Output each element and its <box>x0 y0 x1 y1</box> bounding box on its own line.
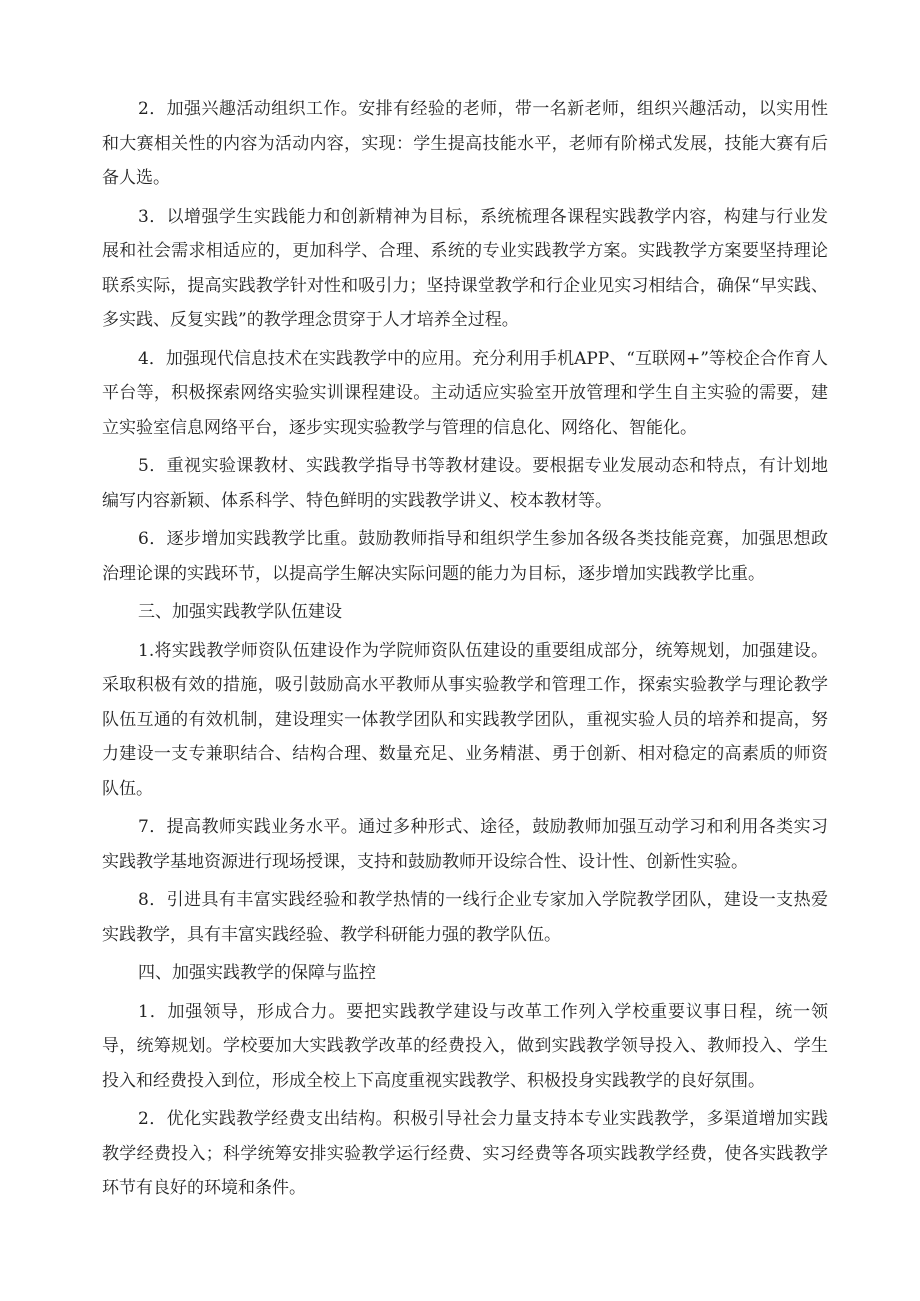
section-heading-guarantee-monitoring: 四、加强实践教学的保障与监控 <box>138 963 376 983</box>
paragraph-practice-plan: 3．以增强学生实践能力和创新精神为目标，系统梳理各课程实践教学内容，构建与行业发展和社会需求相适应的，更加科学、合理、系统的专业实践教学方案。实践教学方案要坚持理论联系实际，提高实践教学针对性和吸引力；坚持课堂教学和行企业见实习相结合，确保“早实践、多实践、反复实践”的教学理念贯穿于人才培养全过程。 <box>102 206 828 330</box>
paragraph-teaching-staff: 1.将实践教学师资队伍建设作为学院师资队伍建设的重要组成部分，统筹规划，加强建设。采取积极有效的措施，吸引鼓励高水平教师从事实验教学和管理工作，探索实验教学与理论教学队伍互通的有效机制，建设理实一体教学团队和实践教学团队，重视实验人员的培养和提高，努力建设一支专兼职结合、结构合理、数量充足、业务精湛、勇于创新、相对稳定的高素质的师资队伍。 <box>102 640 828 799</box>
document-body <box>102 92 828 1210</box>
paragraph-leadership: 1．加强领导，形成合力。要把实践教学建设与改革工作列入学校重要议事日程，统一领导，统筹规划。学校要加大实践教学改革的经费投入，做到实践教学领导投入、教师投入、学生投入和经费投入到位，形成全校上下高度重视实践教学、积极投身实践教学的良好氛围。 <box>102 1001 828 1091</box>
section-heading-team-building: 三、加强实践教学队伍建设 <box>138 602 342 622</box>
paragraph-textbook-construction: 5．重视实验课教材、实践教学指导书等教材建设。要根据专业发展动态和特点，有计划地编写内容新颖、体系科学、特色鲜明的实践教学讲义、校本教材等。 <box>102 456 828 511</box>
paragraph-interest-activities: 2．加强兴趣活动组织工作。安排有经验的老师，带一名新老师，组织兴趣活动，以实用性和大赛相关性的内容为活动内容，实现：学生提高技能水平，老师有阶梯式发展，技能大赛有后备人选。 <box>102 99 828 188</box>
paragraph-industry-experts: 8．引进具有丰富实践经验和教学热情的一线行企业专家加入学院教学团队，建设一支热爱实践教学，具有丰富实践经验、教学科研能力强的教学队伍。 <box>102 890 828 945</box>
paragraph-practice-proportion: 6．逐步增加实践教学比重。鼓励教师指导和组织学生参加各级各类技能竞赛，加强思想政治理论课的实践环节，以提高学生解决实际问题的能力为目标，逐步增加实践教学比重。 <box>102 529 828 584</box>
paragraph-teacher-practice-level: 7．提高教师实践业务水平。通过多种形式、途径，鼓励教师加强互动学习和利用各类实习实践教学基地资源进行现场授课，支持和鼓励教师开设综合性、设计性、创新性实验。 <box>102 817 828 872</box>
paragraph-funding-structure: 2．优化实践教学经费支出结构。积极引导社会力量支持本专业实践教学，多渠道增加实践教学经费投入；科学统筹安排实验教学运行经费、实习经费等各项实践教学经费，使各实践教学环节有良好的环境和条件。 <box>102 1109 828 1198</box>
paragraph-information-technology: 4．加强现代信息技术在实践教学中的应用。充分利用手机APP、“互联网+”等校企合作育人平台等，积极探索网络实验实训课程建设。主动适应实验室开放管理和学生自主实验的需要，建立实验室信息网络平台，逐步实现实验教学与管理的信息化、网络化、智能化。 <box>102 348 828 438</box>
